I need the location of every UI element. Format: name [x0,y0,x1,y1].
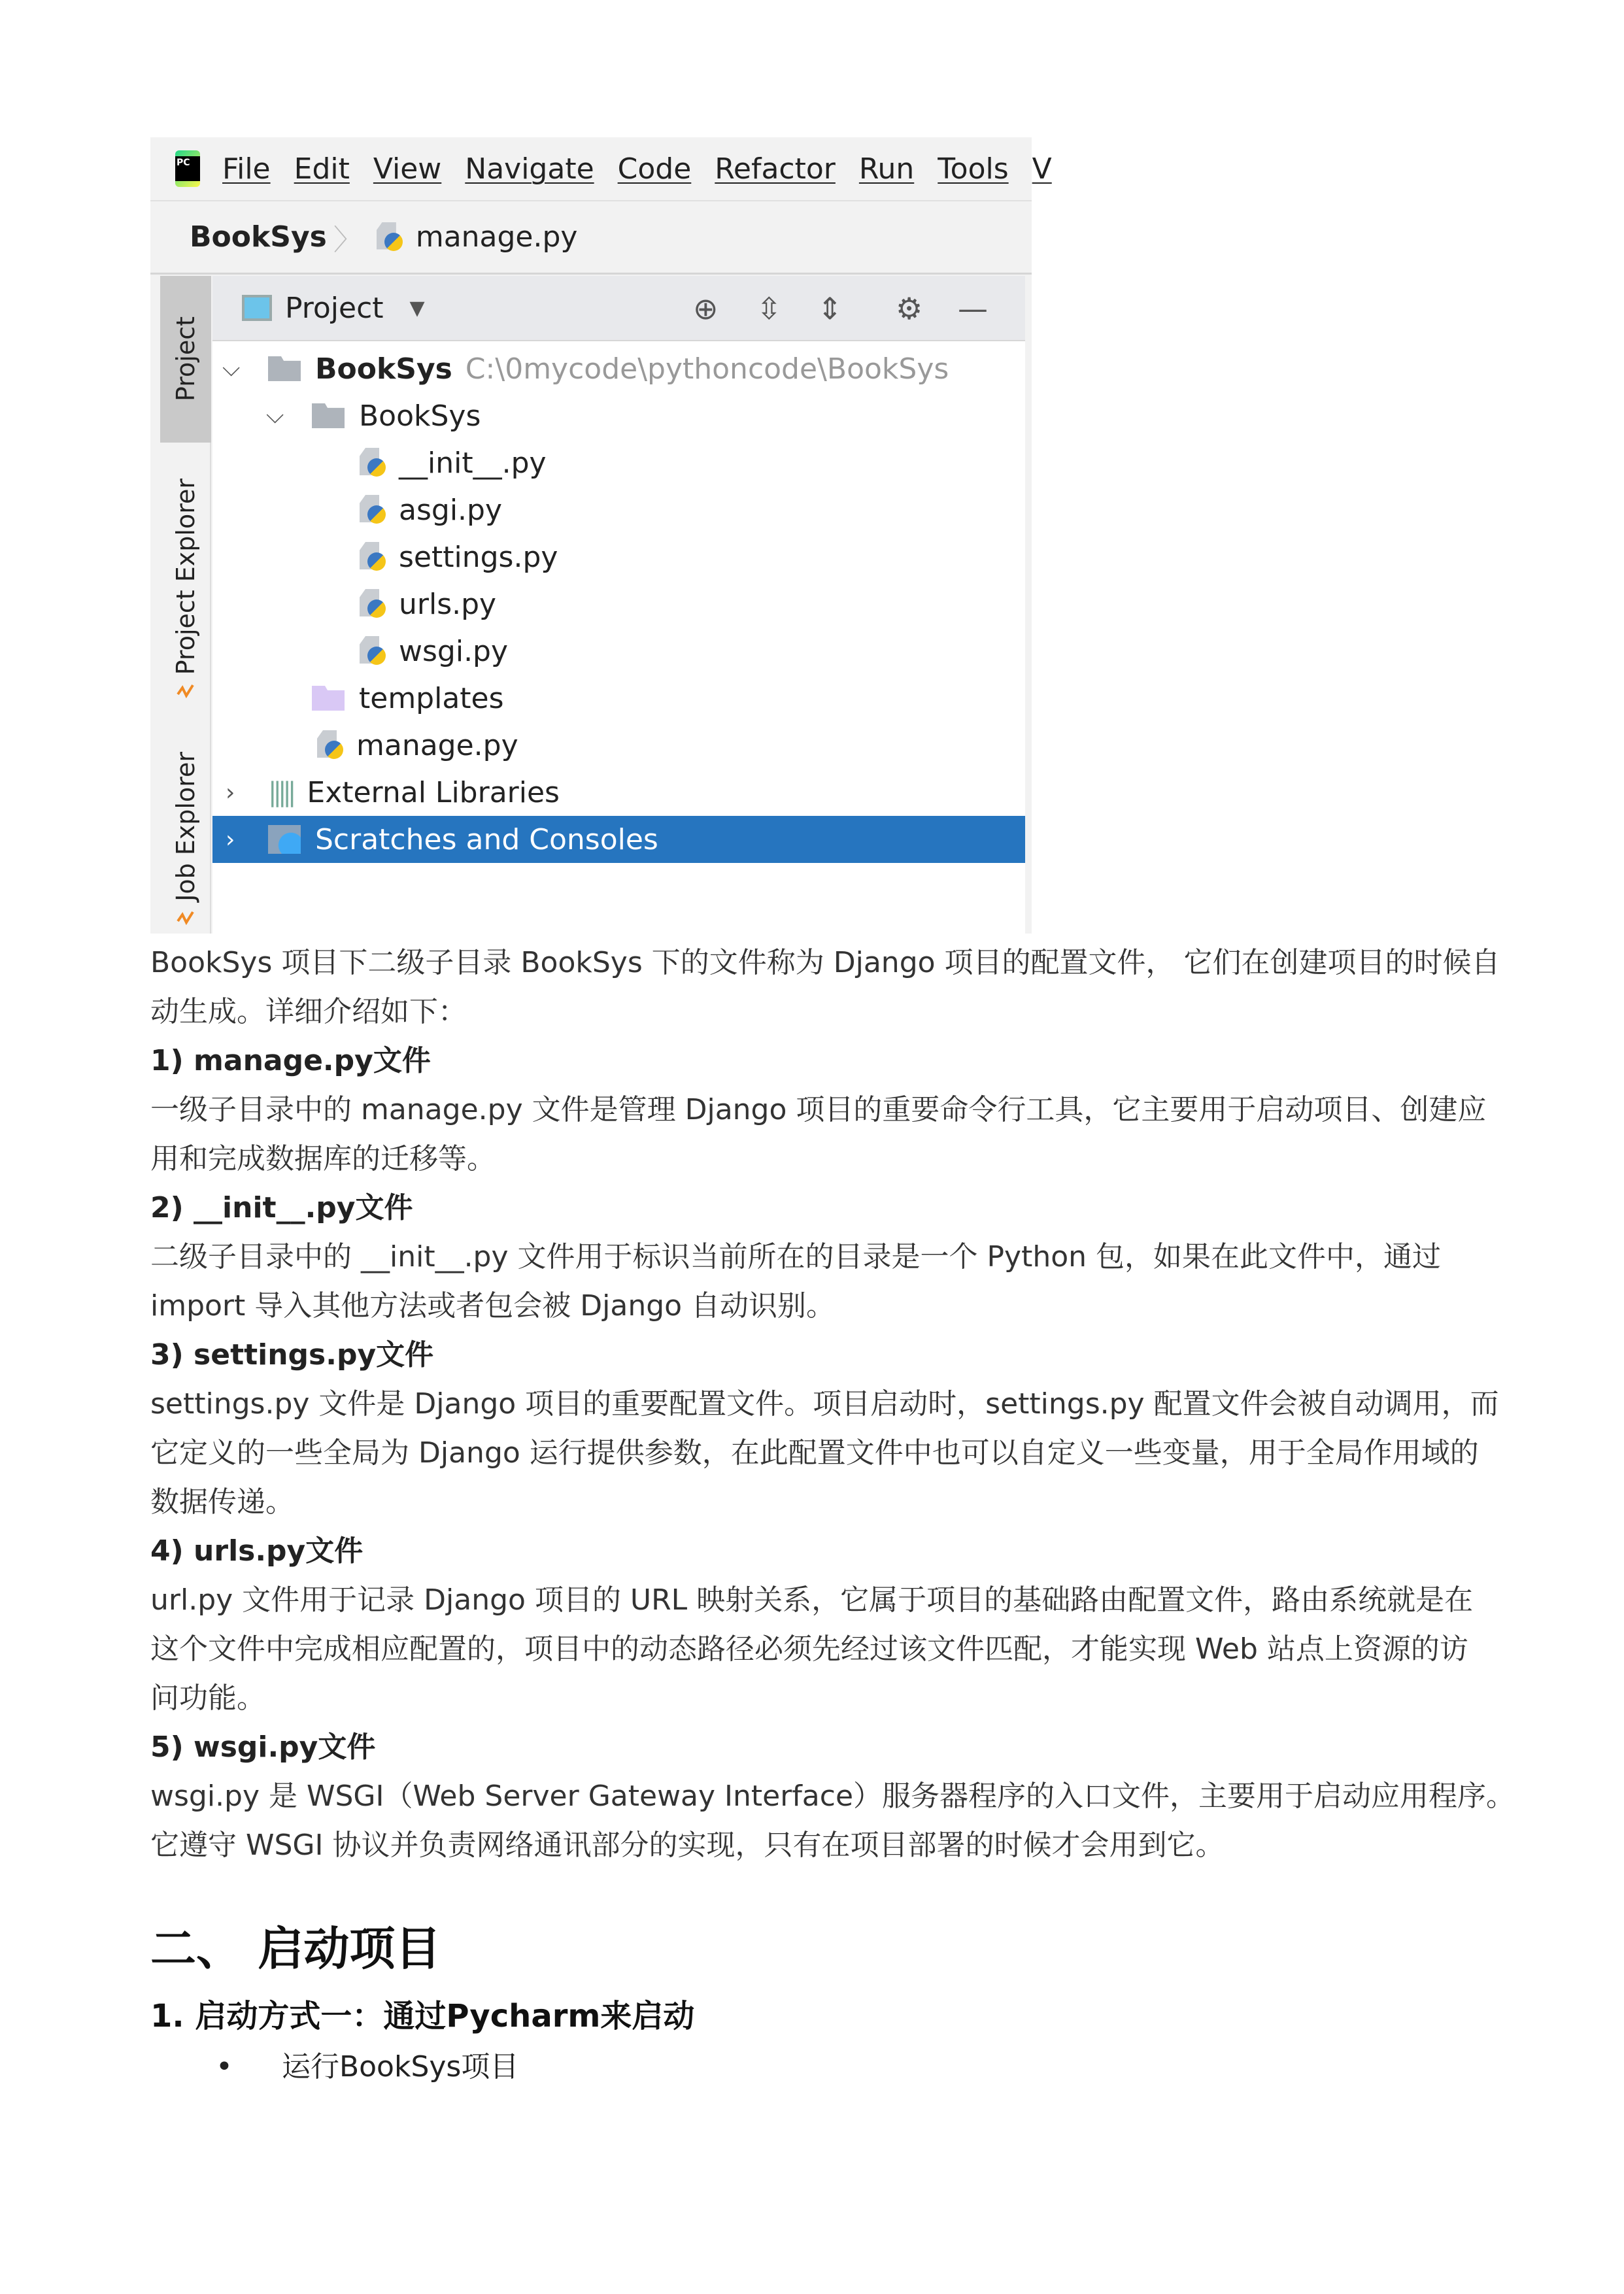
bullet-text: 运行BookSys项目 [281,2050,519,2083]
project-view-selector[interactable]: Project [285,291,384,325]
library-icon: ||||| [268,777,293,807]
collapse-all-icon[interactable]: ⇕ [817,291,843,326]
menu-bar [150,137,1052,201]
python-file-icon [377,222,403,252]
tree-item-label: Scratches and Consoles [315,822,658,856]
tree-item-templates[interactable] [212,675,1025,722]
project-view-icon [242,295,272,321]
tree-item-file[interactable] [212,628,1025,675]
tree-item-label: wsgi.py [399,634,509,668]
templates-folder-icon [312,686,345,711]
chevron-right-icon: 〉 [333,223,362,257]
tree-item-file[interactable] [212,581,1025,628]
locate-icon[interactable]: ⊕ [693,291,719,326]
bullet-icon: • [216,2050,233,2083]
tree-item-external-libraries[interactable] [212,769,1025,816]
pycharm-logo-icon: PC [175,150,200,187]
tree-item-label: urls.py [399,587,497,621]
folder-icon [268,356,301,381]
tree-item-label: __init__.py [399,446,547,480]
tree-item-label: asgi.py [399,493,502,527]
python-file-icon [360,448,386,478]
bullet-item [216,2043,518,2085]
tree-item-label: templates [359,681,504,715]
menu-file[interactable]: File [222,152,271,186]
breadcrumb [150,201,1032,275]
item-heading: 3) settings.py文件 [150,1338,434,1372]
tree-item-label: manage.py [356,728,518,762]
side-tab-label: Project [171,316,200,402]
tree-item-package[interactable] [212,392,1025,439]
menu-refactor[interactable]: Refactor [715,152,836,186]
paragraph-line: 用和完成数据库的迁移等。 [150,1142,496,1175]
menu-run[interactable]: Run [858,152,915,186]
tree-item-file[interactable] [212,533,1025,581]
menu-view[interactable]: View [373,152,442,186]
python-file-icon [360,495,386,525]
python-file-icon [360,542,386,572]
explorer-icon [176,681,195,701]
subsection-heading: 1. 启动方式一：通过Pycharm来启动 [150,1998,695,2034]
tree-item-label: BookSys [359,399,481,433]
chevron-down-icon[interactable]: ⌵ [266,402,284,429]
chevron-right-icon[interactable]: › [226,826,235,853]
gear-icon[interactable]: ⚙ [896,291,923,326]
menu-tools[interactable]: Tools [938,152,1009,186]
paragraph-line: 二级子目录中的 __init__.py 文件用于标识当前所在的目录是一个 Python 包，如果在此文件中，通过 [150,1240,1442,1274]
menu-vcs[interactable]: V [1032,152,1052,186]
python-file-icon [317,730,343,760]
tree-item-path: C:\0mycode\pythoncode\BookSys [465,352,949,386]
tree-item-file[interactable] [212,722,1025,769]
tree-item-label: BookSys [315,352,452,386]
section-heading: 二、 启动项目 [150,1922,441,1976]
paragraph-line: import 导入其他方法或者包会被 Django 自动识别。 [150,1289,836,1323]
menu-code[interactable]: Code [617,152,692,186]
paragraph-line: wsgi.py 是 WSGI（Web Server Gateway Interface）服务器程序的入口文件，主要用于启动应用程序。 [150,1780,1515,1813]
paragraph-line: 数据传递。 [150,1485,294,1519]
chevron-right-icon[interactable]: › [226,779,235,806]
paragraph-line: settings.py 文件是 Django 项目的重要配置文件。项目启动时，settings.py 配置文件会被自动调用，而 [150,1387,1499,1421]
paragraph-line: 动生成。详细介绍如下： [150,995,467,1028]
python-file-icon [360,636,386,666]
breadcrumb-file[interactable]: manage.py [415,220,578,254]
tool-window-strip [160,276,211,934]
side-tab-job-explorer[interactable] [160,747,211,933]
side-tab-label: Project Explorer [171,478,200,675]
paragraph-line: 一级子目录中的 manage.py 文件是管理 Django 项目的重要命令行工具，它主要用于启动项目、创建应 [150,1093,1487,1126]
scratches-icon [268,825,301,854]
project-toolbar [212,276,1025,341]
tree-item-file[interactable] [212,486,1025,533]
package-folder-icon [312,403,345,428]
paragraph-line: url.py 文件用于记录 Django 项目的 URL 映射关系，它属于项目的基础路由配置文件，路由系统就是在 [150,1583,1474,1617]
side-tab-project[interactable] [160,276,211,443]
chevron-down-icon[interactable]: ⌵ [222,355,241,382]
paragraph-line: 这个文件中完成相应配置的，项目中的动态路径必须先经过该文件匹配，才能实现 Web 站点上资源的访 [150,1632,1468,1666]
paragraph-line: 问功能。 [150,1681,265,1715]
side-tab-label: Job Explorer [171,752,200,902]
paragraph-line: 它定义的一些全局为 Django 运行提供参数，在此配置文件中也可以自定义一些变量，用于全局作用域的 [150,1436,1479,1470]
tree-item-label: settings.py [399,540,558,574]
paragraph-line: BookSys 项目下二级子目录 BookSys 下的文件称为 Django 项目的配置文件， 它们在创建项目的时候自 [150,946,1500,979]
item-heading: 2) __init__.py文件 [150,1191,413,1224]
side-tab-project-explorer[interactable] [160,472,211,707]
explorer-icon [176,908,195,928]
item-heading: 1) manage.py文件 [150,1044,431,1077]
tree-item-label: External Libraries [307,775,560,809]
paragraph-line: 它遵守 WSGI 协议并负责网络通讯部分的实现，只有在项目部署的时候才会用到它。 [150,1829,1225,1862]
minimize-icon[interactable]: — [958,291,988,326]
expand-all-icon[interactable]: ⇳ [756,291,782,326]
project-panel [212,276,1025,934]
breadcrumb-project[interactable]: BookSys [190,220,327,254]
item-heading: 5) wsgi.py文件 [150,1730,376,1764]
pycharm-screenshot [150,137,1052,934]
menu-edit[interactable]: Edit [294,152,350,186]
tree-item-scratches[interactable] [212,816,1025,863]
item-heading: 4) urls.py文件 [150,1534,364,1568]
menu-navigate[interactable]: Navigate [465,152,594,186]
python-file-icon [360,589,386,619]
document-body [150,938,1515,1870]
tree-item-root[interactable] [212,345,1025,392]
tree-item-file[interactable] [212,439,1025,486]
chevron-down-icon[interactable]: ▼ [409,296,425,320]
